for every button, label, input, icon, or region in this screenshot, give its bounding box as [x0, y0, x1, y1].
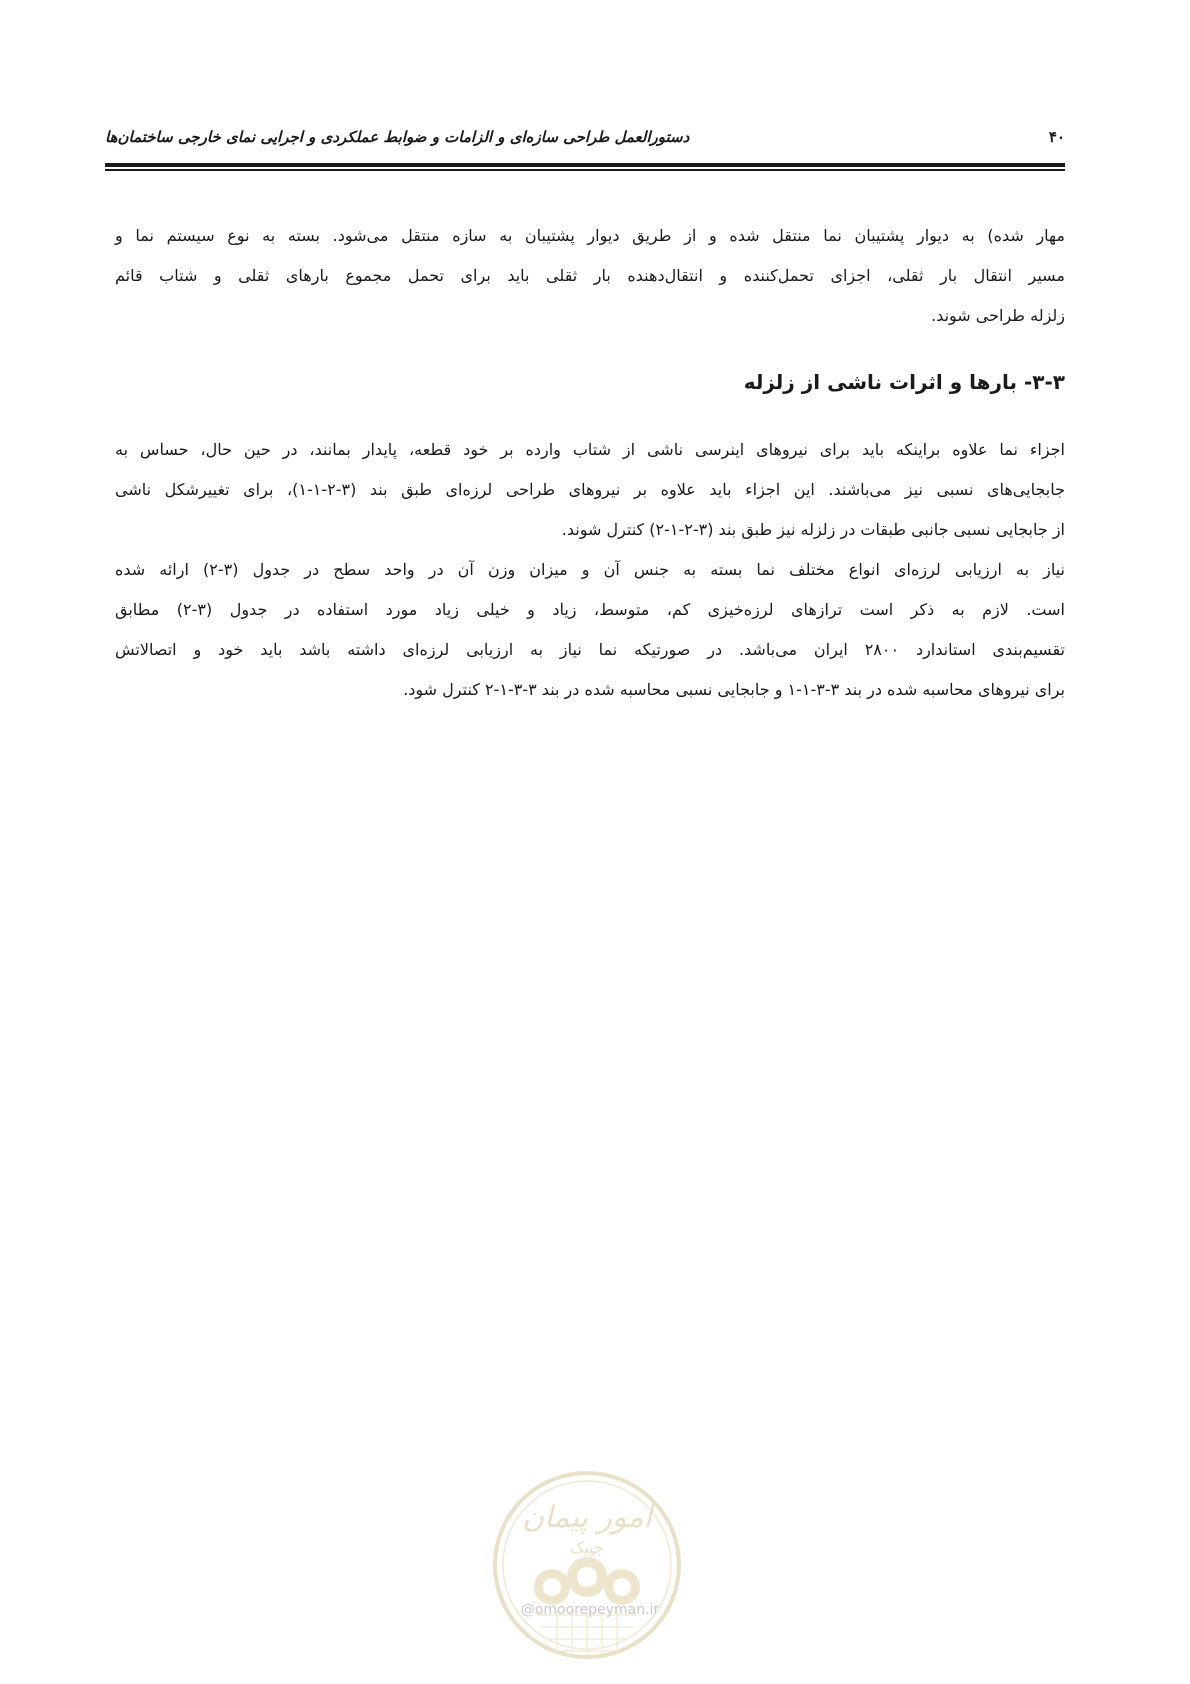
- section-heading: ۳-۳- بارها و اثرات ناشی از زلزله: [743, 370, 1065, 394]
- paragraph-line: برای نیروهای محاسبه شده در بند ۳-۳-۱-۱ و جابجایی نسبی محاسبه شده در بند ۳-۳-۱-۲ کنترل شود.: [403, 680, 1065, 699]
- paragraph-line: تقسیم‌بندی استاندارد ۲۸۰۰ ایران می‌باشد. در صورتیکه نما نیاز به ارزیابی لرزه‌ای داشته باشد باید خود و اتصالاتش: [115, 640, 1066, 659]
- watermark-logo-text: امور پیمان: [522, 1500, 652, 1535]
- paragraph-line: نیاز به ارزیابی لرزه‌ای انواع مختلف نما بسته به جنس آن و میزان وزن آن در واحد سطح در جدول (۳-۲) ارائه شده: [115, 560, 1065, 579]
- header-rule-thin: [105, 169, 1065, 171]
- watermark-url: [490, 1602, 690, 1618]
- paragraph-line: جابجایی‌های نسبی نیز می‌باشند. این اجزاء باید علاوه بر نیروهای طراحی لرزه‌ای طبق بند (۳-۲-۱-۱)، برای تغییرشکل ناشی: [115, 480, 1066, 499]
- page-header: [105, 128, 1065, 158]
- paragraph-line: زلزله طراحی شوند.: [931, 306, 1065, 325]
- header-rule-thick: [105, 163, 1065, 167]
- paragraph-line: مهار شده) به دیوار پشتیبان نما منتقل شده و از طریق دیوار پشتیبان به سازه منتقل می‌شود. بسته به نوع سیستم نما و: [115, 226, 1065, 245]
- intro-paragraph: [115, 216, 1065, 336]
- at-icon: @: [520, 1602, 535, 1618]
- paragraph-line: مسیر انتقال بار ثقلی، اجزای تحمل‌کننده و انتقال‌دهنده بار ثقلی باید برای تحمل مجموع بارهای ثقلی و شتاب قائم: [115, 266, 1065, 285]
- section-paragraph-1: [115, 430, 1065, 550]
- watermark-site: omoorepeyman.ir: [534, 1602, 660, 1618]
- watermark-logo: [482, 1465, 692, 1675]
- page-number: ۴۰: [1048, 128, 1065, 146]
- page-body: [115, 216, 1065, 710]
- running-header-title: دستورالعمل طراحی سازه‌ای و الزامات و ضوابط عملکردی و اجرایی نمای خارجی ساختمان‌ها: [105, 128, 690, 146]
- watermark-logo-subtext: چپیک: [570, 1538, 604, 1557]
- section-paragraph-2: [115, 550, 1065, 710]
- paragraph-line: اجزاء نما علاوه براینکه باید برای نیروهای اینرسی ناشی از شتاب وارده بر خود قطعه، پایدار بمانند، در حین حال، حساس به: [115, 440, 1065, 459]
- paragraph-line: است. لازم به ذکر است ترازهای لرزه‌خیزی کم، متوسط، زیاد و خیلی زیاد مورد استفاده در جدول (۳-۲) مطابق: [115, 600, 1065, 619]
- paragraph-line: از جابجایی نسبی جانبی طبقات در زلزله نیز طبق بند (۳-۲-۱-۲) کنترل شوند.: [561, 520, 1065, 539]
